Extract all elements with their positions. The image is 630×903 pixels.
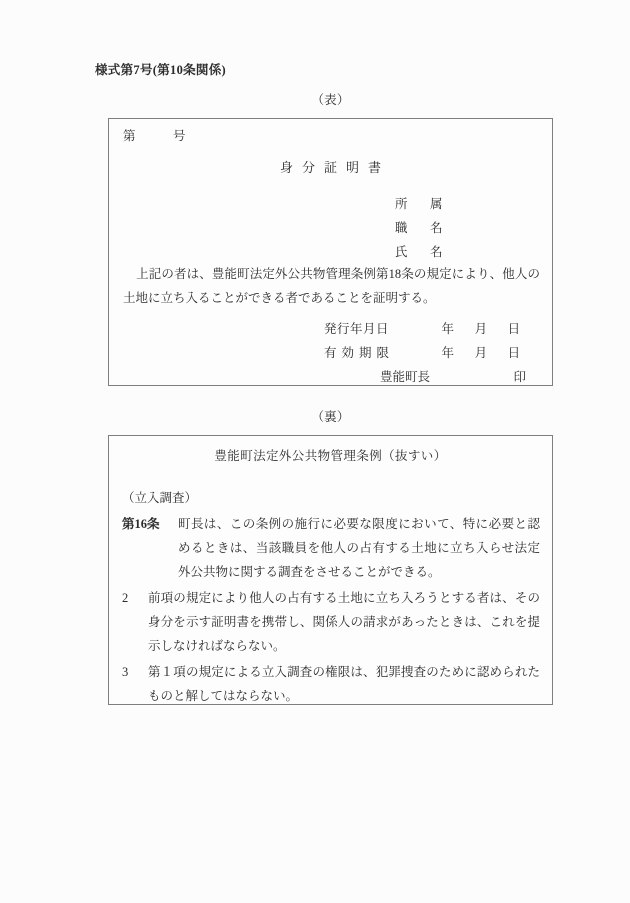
- certificate-title: 身分証明書: [279, 160, 390, 175]
- valid-until-label: 有効期限: [324, 346, 395, 360]
- date-and-issuer-block: [324, 317, 526, 389]
- field-name: 氏 名: [395, 245, 448, 259]
- form-number-heading: 様式第7号(第10条関係): [95, 63, 226, 77]
- issue-date-month: 月: [474, 322, 488, 336]
- field-affiliation: 所 属: [395, 197, 448, 211]
- seal-mark: 印: [513, 370, 526, 384]
- issue-date-year: 年: [441, 322, 455, 336]
- paragraph-2-text: 前項の規定により他人の占有する土地に立ち入ろうとする者は、その身分を示す証明書を携帯し、関係人の請求があったときは、これを提示しなければならない。: [148, 591, 540, 653]
- ordinance-excerpt-body: [122, 486, 540, 708]
- issuer-name: 豊能町長: [380, 370, 431, 384]
- issue-date-day: 日: [507, 322, 521, 336]
- paragraph-3-text: 第１項の規定による立入調査の権限は、犯罪捜査のために認められたものと解してはならない。: [148, 665, 540, 703]
- certificate-body-text: [123, 262, 540, 310]
- ordinance-section-heading: （立入調査）: [122, 491, 198, 505]
- identification-card-back: [108, 435, 553, 705]
- ordinance-paragraph-2: [122, 586, 540, 658]
- issuer-row: [324, 365, 526, 389]
- valid-until-month: 月: [474, 346, 488, 360]
- certificate-number-label: 第 号: [123, 129, 186, 143]
- issue-date-label: 発行年月日: [324, 322, 390, 336]
- article-16-text: 町長は、この条例の施行に必要な限度において、特に必要と認めるときは、当該職員を他人の占有する土地に立ち入らせ法定外公共物に関する調査をさせることができる。: [178, 517, 540, 579]
- front-side-caption: （表）: [311, 93, 350, 107]
- paragraph-2-marker: 2: [122, 591, 129, 605]
- issue-date-row: [324, 317, 526, 341]
- back-side-caption: （裏）: [311, 410, 350, 424]
- field-job-title: 職 名: [395, 221, 448, 235]
- valid-until-year: 年: [441, 346, 455, 360]
- paragraph-3-marker: 3: [122, 665, 129, 679]
- certificate-body-sentence: 上記の者は、豊能町法定外公共物管理条例第18条の規定により、他人の土地に立ち入ることができる者であることを証明する。: [123, 267, 540, 305]
- valid-until-day: 日: [507, 346, 521, 360]
- ordinance-title: 豊能町法定外公共物管理条例（抜すい）: [214, 449, 447, 463]
- identification-card-front: [108, 118, 553, 386]
- article-16-marker: 第16条: [122, 517, 160, 531]
- ordinance-article-16: [122, 512, 540, 584]
- holder-field-list: [395, 192, 448, 264]
- valid-until-row: [324, 341, 526, 365]
- ordinance-paragraph-3: [122, 660, 540, 708]
